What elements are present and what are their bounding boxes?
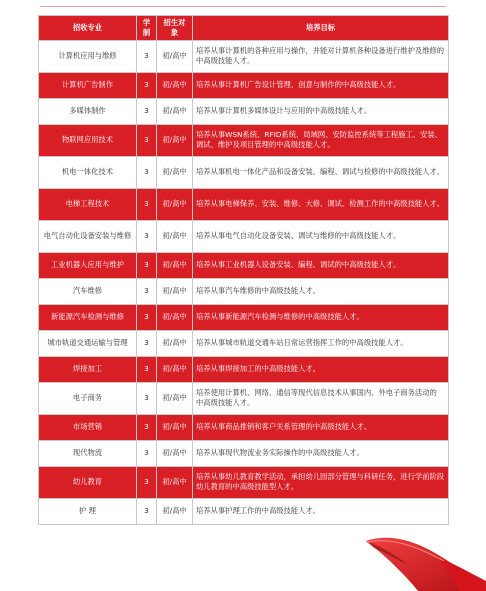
cell-years: 3: [137, 124, 157, 156]
table-row: [39, 356, 449, 382]
table-row: [39, 98, 449, 124]
cell-years: 3: [137, 356, 157, 382]
cell-target: 初/高中: [157, 498, 193, 524]
cell-goal: 培养从事机电一体化产品和设备安装、编程、调试与检修的中高级技能人才。: [193, 156, 449, 188]
cell-target: 初/高中: [157, 304, 193, 330]
cell-major: 城市轨道交通运输与管理: [39, 330, 137, 356]
cell-major: 幼儿教育: [39, 466, 137, 498]
table-row: [39, 278, 449, 304]
cell-years: 3: [137, 330, 157, 356]
cell-target: 初/高中: [157, 278, 193, 304]
cell-years: 3: [137, 466, 157, 498]
table-row: [39, 188, 449, 220]
table-row: [39, 440, 449, 466]
majors-table: [38, 15, 449, 525]
cell-years: 3: [137, 498, 157, 524]
cell-major: 护 理: [39, 498, 137, 524]
table-row: [39, 220, 449, 252]
cell-years: 3: [137, 252, 157, 278]
table-row: [39, 156, 449, 188]
cell-target: 初/高中: [157, 356, 193, 382]
cell-years: 3: [137, 382, 157, 414]
cell-major: 汽车维修: [39, 278, 137, 304]
cell-goal: 培养使用计算机、网络、通信等现代信息技术从事国内、外电子商务活动的 中高级技能人才。: [193, 382, 449, 414]
cell-goal: 培养从事计算机多媒体设计与应用的中高级技能人才。: [193, 98, 449, 124]
cell-goal: 培养从事城市轨道交通车站日常运营指挥工作的中高级技能人才。: [193, 330, 449, 356]
table-row: [39, 414, 449, 440]
cell-target: 初/高中: [157, 124, 193, 156]
table-row: [39, 252, 449, 278]
header-goal: 培养目标: [193, 16, 449, 41]
cell-years: 3: [137, 278, 157, 304]
cell-major: 机电一体化技术: [39, 156, 137, 188]
cell-goal: 培养从事电气自动化设备安装、调试与维修的中高级技能人才。: [193, 220, 449, 252]
cell-target: 初/高中: [157, 466, 193, 498]
table-header-row: [39, 16, 449, 41]
cell-goal: 培养从事护理工作的中高级技能人才。: [193, 498, 449, 524]
cell-years: 3: [137, 440, 157, 466]
table-row: [39, 72, 449, 98]
cell-target: 初/高中: [157, 72, 193, 98]
cell-major: 物联网应用技术: [39, 124, 137, 156]
cell-target: 初/高中: [157, 156, 193, 188]
header-target: 招生对象: [157, 16, 193, 41]
cell-major: 计算机广告制作: [39, 72, 137, 98]
cell-major: 电子商务: [39, 382, 137, 414]
cell-target: 初/高中: [157, 330, 193, 356]
cell-goal: 培养从事汽车维修的中高级技能人才。: [193, 278, 449, 304]
header-major: 招收专业: [39, 16, 137, 41]
table-row: [39, 382, 449, 414]
cell-goal: 培养从事计算机广告设计管理、创意与制作的中高级技能人才。: [193, 72, 449, 98]
cell-major: 电气自动化设备安装与维修: [39, 220, 137, 252]
red-ribbon-decoration: [356, 501, 486, 591]
table-row: [39, 40, 449, 72]
cell-years: 3: [137, 72, 157, 98]
header-years: 学制: [137, 16, 157, 41]
cell-target: 初/高中: [157, 252, 193, 278]
cell-target: 初/高中: [157, 220, 193, 252]
cell-years: 3: [137, 98, 157, 124]
cell-goal: 培养从事计算机的各种应用与操作，并能对计算机各种设备进行维护及维修的中高级技能人才。: [193, 40, 449, 72]
table-row: [39, 124, 449, 156]
cell-years: 3: [137, 40, 157, 72]
cell-target: 初/高中: [157, 414, 193, 440]
cell-goal: 培养从事焊接加工的中高级技能人才。: [193, 356, 449, 382]
cell-goal: 培养从事商品推销和客户关系管理的中高级技能人才。: [193, 414, 449, 440]
cell-major: 现代物流: [39, 440, 137, 466]
cell-goal: 培养从事WSN系统、RFID系统、局域网、安防监控系统等工程施工、安装、调试、维护及项目管理的中高级技能人才。: [193, 124, 449, 156]
table-row: [39, 304, 449, 330]
top-divider-line: [40, 6, 446, 7]
cell-target: 初/高中: [157, 440, 193, 466]
table-row: [39, 330, 449, 356]
cell-major: 市场营销: [39, 414, 137, 440]
cell-major: 焊接加工: [39, 356, 137, 382]
cell-goal: 培养从事幼儿教育教学活动，承担幼儿园部分管理与科研任务，进行学前阶段 幼儿教育的中高级技能型人才。: [193, 466, 449, 498]
cell-goal: 培养从事工业机器人设备安装、编程、调试的中高级技能人才。: [193, 252, 449, 278]
cell-major: 多媒体制作: [39, 98, 137, 124]
cell-target: 初/高中: [157, 98, 193, 124]
cell-major: 工业机器人应用与维护: [39, 252, 137, 278]
cell-goal: 培养从事新能源汽车检测与维修的中高级技能人才。: [193, 304, 449, 330]
cell-major: 新能源汽车检测与维修: [39, 304, 137, 330]
cell-years: 3: [137, 414, 157, 440]
cell-goal: 培养从事现代物流业务实际操作的中高级技能人才。: [193, 440, 449, 466]
cell-target: 初/高中: [157, 188, 193, 220]
cell-years: 3: [137, 156, 157, 188]
cell-years: 3: [137, 220, 157, 252]
cell-goal: 培养从事电梯保养、安装、维修、大修、调试、检测工作的中高级技能人才。: [193, 188, 449, 220]
cell-major: 电梯工程技术: [39, 188, 137, 220]
table-row: [39, 466, 449, 498]
cell-major: 计算机应用与维修: [39, 40, 137, 72]
cell-years: 3: [137, 304, 157, 330]
cell-target: 初/高中: [157, 40, 193, 72]
cell-target: 初/高中: [157, 382, 193, 414]
cell-years: 3: [137, 188, 157, 220]
